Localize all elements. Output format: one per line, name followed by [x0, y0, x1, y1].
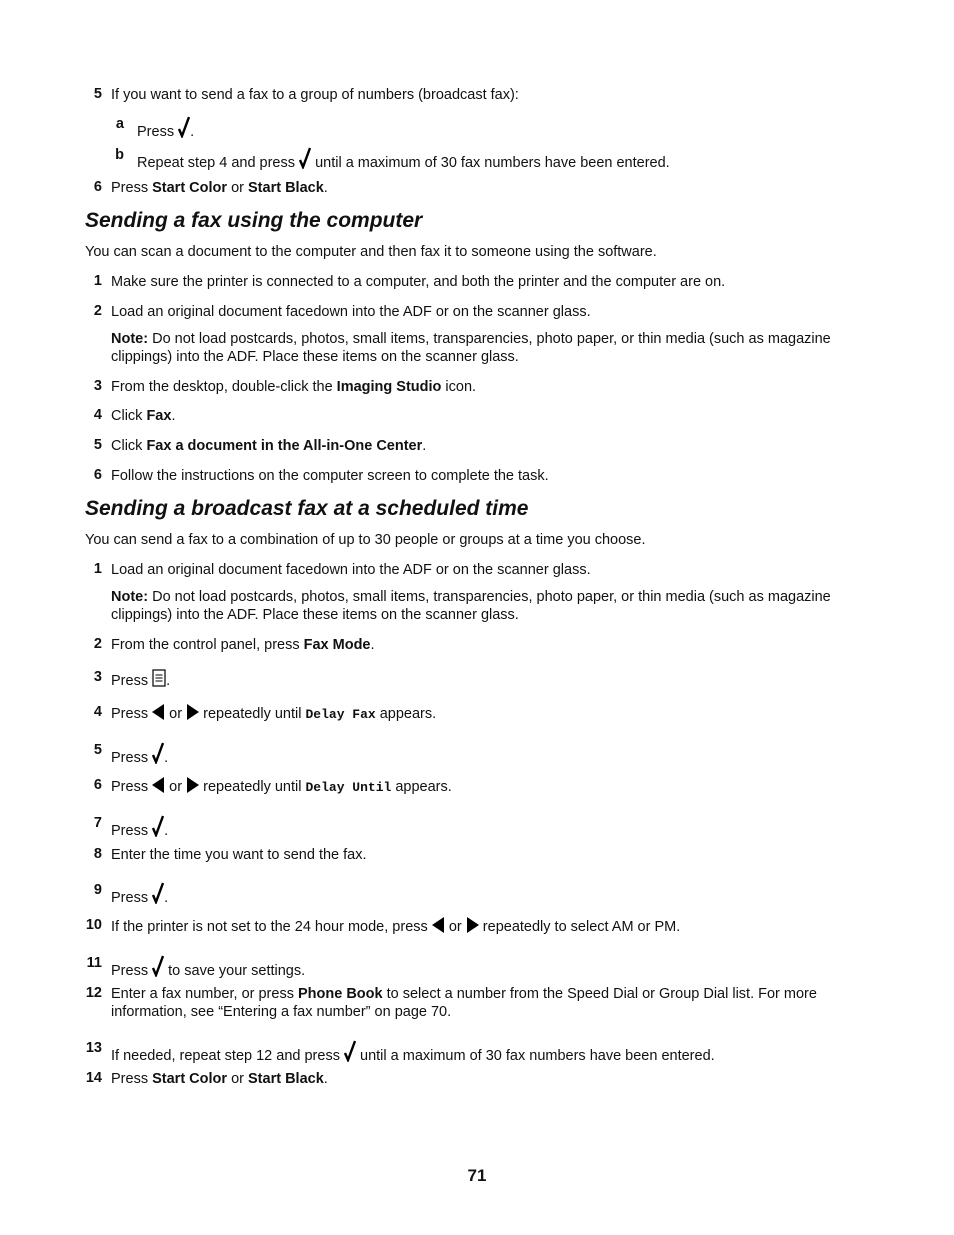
step-text: Enter a fax number, or press: [111, 986, 294, 1002]
check-icon: [344, 1040, 356, 1062]
check-icon: [178, 116, 190, 138]
step-text: From the desktop, double-click the: [111, 379, 333, 395]
start-black-label: Start Black: [248, 1071, 324, 1087]
press-label: Press: [111, 1071, 149, 1087]
press-label: Press: [137, 124, 175, 140]
press-label: Press: [111, 963, 149, 979]
imaging-studio-label: Imaging Studio: [336, 379, 442, 395]
or-label: or: [169, 706, 183, 722]
right-arrow-icon: [186, 704, 199, 720]
press-label: Press: [111, 706, 149, 722]
left-arrow-icon: [152, 704, 165, 720]
step-text: repeatedly until: [203, 706, 302, 722]
step-text: repeatedly until: [203, 779, 302, 795]
left-arrow-icon: [152, 777, 165, 793]
substep-b-text: Repeat step 4 and press: [137, 155, 295, 171]
fax-document-label: Fax a document in the All-in-One Center: [146, 438, 423, 454]
step-text-end: until a maximum of 30 fax numbers have been entered.: [360, 1048, 715, 1064]
press-label: Press: [111, 779, 149, 795]
right-arrow-icon: [466, 917, 479, 933]
press-label: Press: [111, 823, 149, 839]
start-color-label: Start Color: [152, 180, 228, 196]
step-text-end: icon.: [445, 379, 477, 395]
or-label: or: [169, 779, 183, 795]
fax-label: Fax: [146, 408, 172, 424]
step-text-end: appears.: [395, 779, 452, 795]
left-arrow-icon: [432, 917, 445, 933]
section-intro-broadcast: You can send a fax to a combination of up to 30 people or groups at a time you choose.: [85, 532, 646, 548]
step-text: From the control panel, press: [111, 637, 300, 653]
note-label: Note:: [111, 331, 149, 347]
menu-icon: [152, 669, 166, 687]
step-text: If the printer is not set to the 24 hour mode, press: [111, 919, 428, 935]
or-label: or: [448, 919, 462, 935]
check-icon: [152, 955, 164, 977]
or-label: or: [231, 1071, 244, 1087]
step-text-end: repeatedly to select AM or PM.: [482, 919, 681, 935]
check-icon: [152, 815, 164, 837]
step-text: Click: [111, 408, 143, 424]
check-icon: [299, 147, 311, 169]
section-title-computer: Sending a fax using the computer: [85, 209, 423, 232]
press-label: Press: [111, 673, 149, 689]
start-black-label: Start Black: [248, 180, 324, 196]
press-label: Press: [111, 750, 149, 766]
press-label: Press: [111, 180, 149, 196]
section-intro-computer: You can scan a document to the computer and then fax it to someone using the software.: [85, 244, 657, 260]
start-color-label: Start Color: [152, 1071, 228, 1087]
step-text-end: appears.: [379, 706, 437, 722]
substep-b-text-end: until a maximum of 30 fax numbers have been entered.: [315, 155, 670, 171]
delay-until-display: Delay Until: [305, 780, 392, 795]
press-label: Press: [111, 890, 149, 906]
step-text: Click: [111, 438, 143, 454]
note-label: Note:: [111, 589, 149, 605]
step-text-end: to select a number from the Speed Dial or Group Dial list. For more information, see “Entering a fax number” on page 70.: [111, 986, 817, 1020]
note-text: Do not load postcards, photos, small items, transparencies, photo paper, or thin media (such as magazine clippings) into the ADF. Place these items on the scanner glass.: [111, 331, 831, 365]
or-label: or: [231, 180, 244, 196]
page-number: 71: [467, 1166, 487, 1185]
step-text: If needed, repeat step 12 and press: [111, 1048, 340, 1064]
note-text: Do not load postcards, photos, small items, transparencies, photo paper, or thin media (such as magazine clippings) into the ADF. Place these items on the scanner glass.: [111, 589, 831, 623]
section-title-broadcast: Sending a broadcast fax at a scheduled time: [85, 497, 529, 520]
right-arrow-icon: [186, 777, 199, 793]
delay-fax-display: Delay Fax: [305, 707, 376, 722]
check-icon: [152, 742, 164, 764]
fax-mode-label: Fax Mode: [303, 637, 371, 653]
step-text-end: to save your settings.: [168, 963, 306, 979]
check-icon: [152, 882, 164, 904]
phone-book-label: Phone Book: [297, 986, 383, 1002]
